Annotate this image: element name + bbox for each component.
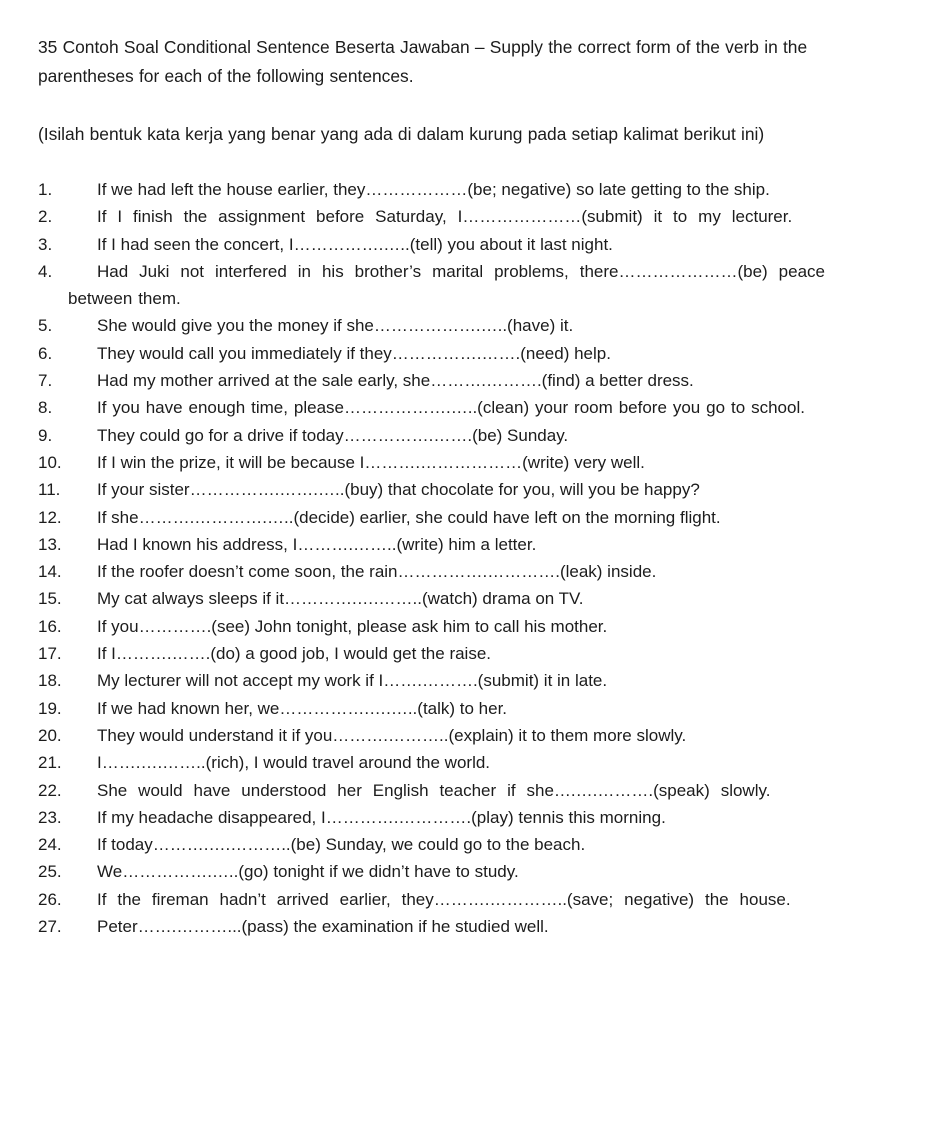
question-number: 26. — [38, 889, 62, 909]
question-item — [38, 722, 825, 749]
question-number: 18. — [38, 671, 62, 691]
question-item — [38, 504, 825, 531]
question-number: 10. — [38, 452, 62, 472]
question-number: 19. — [38, 698, 62, 718]
question-text: My cat always sleeps if it………….….……..(watch) drama on TV. — [97, 589, 584, 609]
question-text: Had Juki not interfered in his brother’s marital problems, there…………………(be) peace between them. — [68, 261, 825, 309]
question-text: If my headache disappeared, I………….………….(play) tennis this morning. — [97, 807, 666, 827]
question-item — [38, 531, 825, 558]
question-number: 17. — [38, 644, 62, 664]
question-number: 16. — [38, 616, 62, 636]
question-item — [38, 886, 825, 913]
question-text: She would give you the money if she……………….…..(have) it. — [97, 316, 574, 336]
question-number: 22. — [38, 780, 62, 800]
question-text: If you………….(see) John tonight, please ask him to call his mother. — [97, 616, 608, 636]
question-item — [38, 640, 825, 667]
question-text: If I……….…….(do) a good job, I would get the raise. — [97, 644, 492, 664]
question-text: Had my mother arrived at the sale early, she……….……….(find) a better dress. — [97, 371, 694, 391]
intro-paragraph-1: 35 Contoh Soal Conditional Sentence Beserta Jawaban – Supply the correct form of the verb in the parentheses for each of the following sentences. — [38, 37, 808, 86]
question-text: If we had known her, we…………….….…..(talk) to her. — [97, 698, 508, 718]
question-number: 23. — [38, 807, 62, 827]
question-item — [38, 695, 825, 722]
question-number: 6. — [38, 343, 53, 363]
question-text: If I finish the assignment before Saturday, I…………………(submit) it to my lecturer. — [97, 207, 793, 227]
question-number: 15. — [38, 589, 62, 609]
question-item — [38, 585, 825, 612]
question-item — [38, 667, 825, 694]
question-number: 27. — [38, 917, 62, 937]
question-text: Had I known his address, I……….……..(write) him a letter. — [97, 534, 537, 554]
question-item — [38, 558, 825, 585]
question-number: 24. — [38, 835, 62, 855]
question-text: If I had seen the concert, I…………….…..(tell) you about it last night. — [97, 234, 613, 254]
question-text: We…………….…..(go) tonight if we didn’t have to study. — [97, 862, 519, 882]
question-item — [38, 449, 825, 476]
question-item — [38, 394, 825, 421]
question-number: 20. — [38, 725, 62, 745]
question-text: They could go for a drive if today…………….…….(be) Sunday. — [97, 425, 569, 445]
question-number: 9. — [38, 425, 53, 445]
question-text: If today……….….………..(be) Sunday, we could go to the beach. — [97, 835, 586, 855]
question-text: If you have enough time, please……………….…..(clean) your room before you go to school. — [97, 398, 805, 418]
question-item — [38, 176, 825, 203]
question-number: 7. — [38, 371, 53, 391]
question-number: 14. — [38, 562, 62, 582]
question-list — [38, 176, 825, 940]
question-item — [38, 258, 825, 313]
question-number: 11. — [38, 480, 61, 500]
question-item — [38, 340, 825, 367]
question-item — [38, 777, 825, 804]
question-number: 1. — [38, 180, 53, 199]
question-item — [38, 422, 825, 449]
question-item — [38, 831, 825, 858]
question-number: 25. — [38, 862, 62, 882]
question-text: If your sister…………….…….…..(buy) that chocolate for you, will you be happy? — [97, 480, 700, 500]
question-item — [38, 367, 825, 394]
question-number: 4. — [38, 261, 53, 281]
question-item — [38, 749, 825, 776]
question-text: If I win the prize, it will be because I……….………………(write) very well. — [97, 452, 645, 472]
question-text: If we had left the house earlier, they………………(be; negative) so late getting to the ship. — [97, 180, 770, 199]
question-text: If she……….………….…..(decide) earlier, she could have left on the morning flight. — [97, 507, 721, 527]
question-text: If the roofer doesn’t come soon, the rain…………….………….(leak) inside. — [97, 562, 657, 582]
question-item — [38, 476, 825, 503]
question-number: 12. — [38, 507, 62, 527]
question-number: 5. — [38, 316, 53, 336]
question-number: 8. — [38, 398, 53, 418]
question-item — [38, 804, 825, 831]
question-number: 13. — [38, 534, 62, 554]
question-number: 2. — [38, 207, 53, 227]
question-item — [38, 613, 825, 640]
question-item — [38, 203, 825, 230]
intro-paragraph-2: (Isilah bentuk kata kerja yang benar yang ada di dalam kurung pada setiap kalimat berikut ini) — [38, 124, 765, 144]
question-item — [38, 913, 825, 940]
question-text: They would understand it if you……….………..(explain) it to them more slowly. — [97, 725, 687, 745]
question-text: My lecturer will not accept my work if I…….……….(submit) it in late. — [97, 671, 608, 691]
question-number: 21. — [38, 753, 62, 773]
question-item — [38, 312, 825, 339]
question-item — [38, 858, 825, 885]
question-item — [38, 231, 825, 258]
question-text: Peter…….………...(pass) the examination if he studied well. — [97, 917, 549, 937]
question-text: She would have understood her English teacher if she….….……….(speak) slowly. — [97, 780, 771, 800]
question-number: 3. — [38, 234, 53, 254]
question-text: They would call you immediately if they…………….…….(need) help. — [97, 343, 611, 363]
question-text: If the fireman hadn’t arrived earlier, they……….…………..(save; negative) the house. — [97, 889, 791, 909]
question-text: I…….….……..(rich), I would travel around the world. — [97, 753, 491, 773]
